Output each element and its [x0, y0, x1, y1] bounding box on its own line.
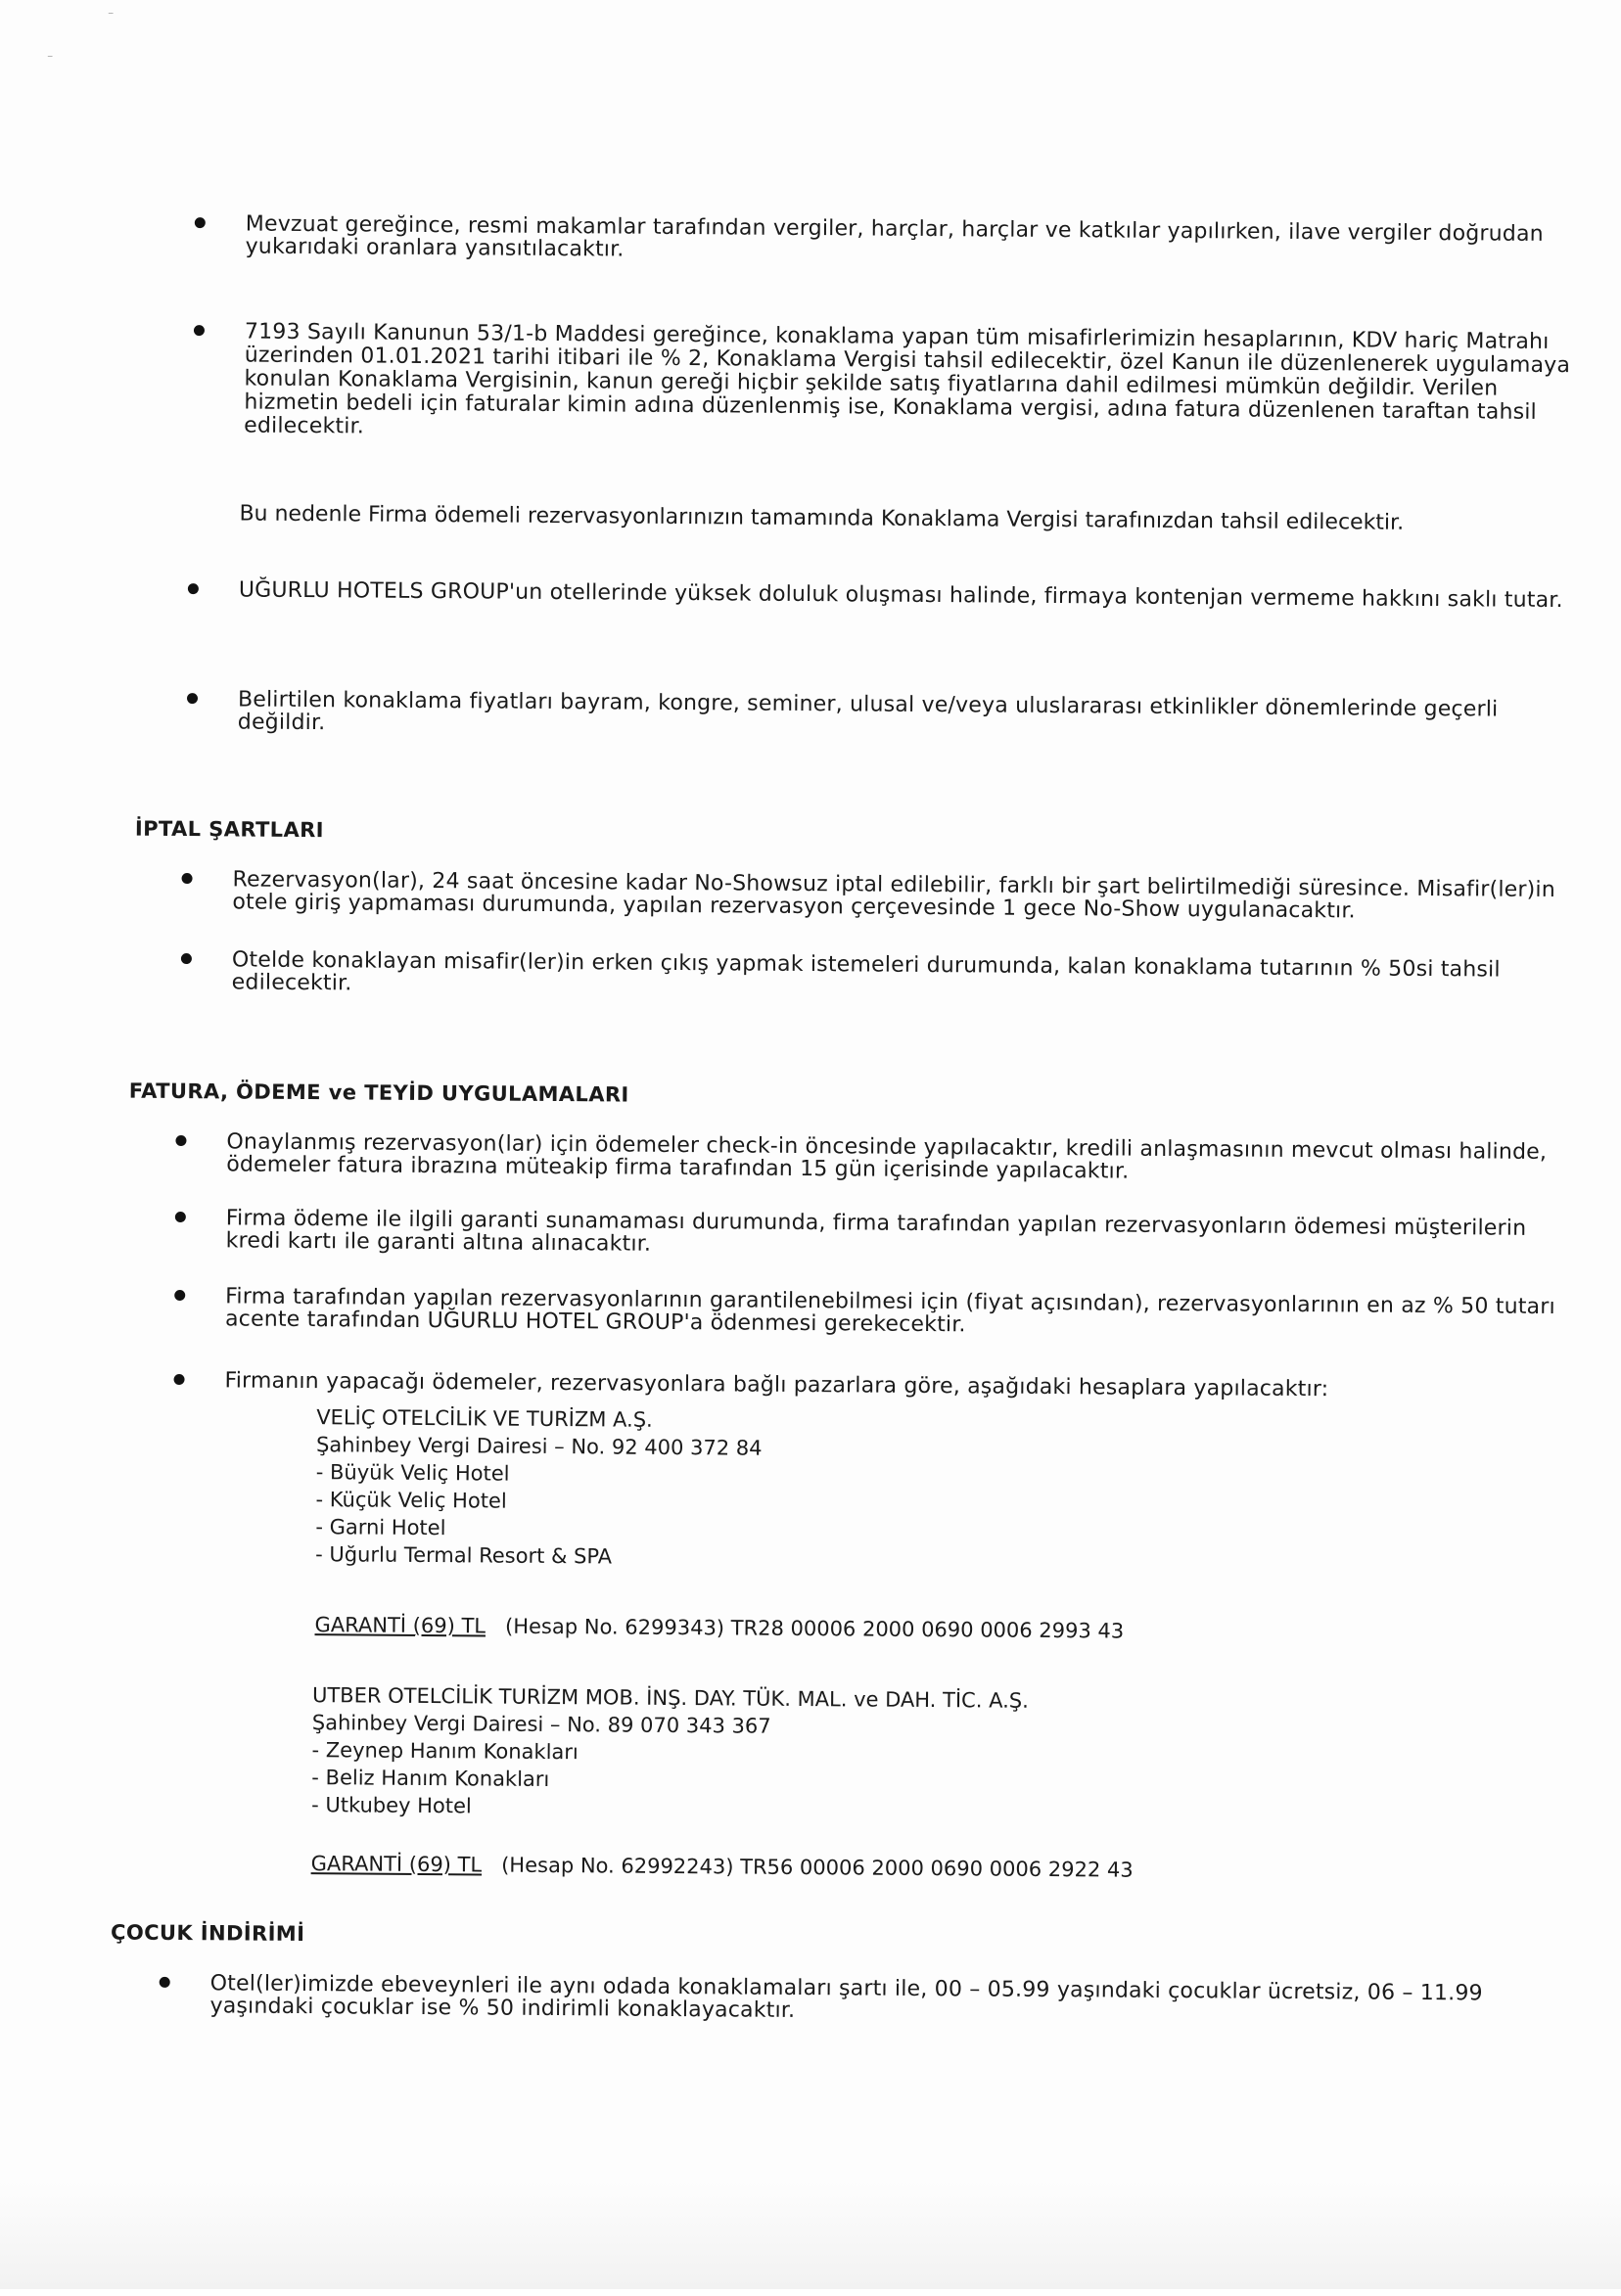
- scan-mark: ⁻: [108, 8, 115, 22]
- bullet-text: UĞURLU HOTELS GROUP'un otellerinde yüksek doluluk oluşması halinde, firmaya kontenjan vermeme hakkını saklı tutar.: [238, 577, 1563, 614]
- bullet-guarantee-credit-card: [226, 1207, 1577, 1263]
- company-line: UTBER OTELCİLİK TURİZM MOB. İNŞ. DAY. TÜK. MAL. ve DAH. TİC. A.Ş.: [311, 1683, 1029, 1713]
- account-number: (Hesap No. 6299343) TR28 00006 2000 0690 0006 2993 43: [504, 1614, 1125, 1643]
- bullet-icon: [181, 953, 192, 964]
- company-line: VELİÇ OTELCİLİK VE TURİZM A.Ş.: [316, 1405, 653, 1432]
- bullet-text: Mevzuat gereğince, resmi makamlar tarafından vergiler, harçlar, harçlar ve katkılar yapılırken, ilave vergiler doğrudan yukarıdaki oranlara yansıtılacaktır.: [245, 211, 1544, 262]
- scan-mark: ⁻: [47, 51, 54, 65]
- section-heading-invoice: FATURA, ÖDEME ve TEYİD UYGULAMALARI: [128, 1079, 629, 1107]
- company-line: Şahinbey Vergi Dairesi – No. 89 070 343 367: [311, 1711, 771, 1738]
- bank-account-velic: [314, 1613, 1124, 1642]
- bullet-tax-rates: [246, 213, 1577, 269]
- bullet-icon: [188, 583, 199, 594]
- bullet-text: Firmanın yapacağı ödemeler, rezervasyonlara bağlı pazarlara göre, aşağıdaki hesaplara yapılacaktır:: [224, 1368, 1329, 1402]
- section-heading-cancellation: İPTAL ŞARTLARI: [134, 816, 325, 843]
- bullet-text: Belirtilen konaklama fiyatları bayram, kongre, seminer, ulusal ve/veya uluslararası etkinlikler dönemlerinde geçerli değildir.: [237, 687, 1499, 736]
- bullet-accounts-intro: [224, 1369, 1575, 1402]
- company-line: - Utkubey Hotel: [311, 1793, 472, 1818]
- bullet-icon: [195, 217, 206, 228]
- bullet-icon: [160, 1977, 170, 1988]
- company-block-utber: [311, 1681, 1029, 1824]
- bullet-text: Firma tarafından yapılan rezervasyonlarının garantilenebilmesi için (fiyat açısından), rezervasyonlarının en az % 50 tutarı acente tarafından UĞURLU HOTEL GROUP'a ödenmesi gerekecektir.: [224, 1284, 1555, 1338]
- section-heading-child-discount: ÇOCUK İNDİRİMİ: [111, 1920, 305, 1947]
- bank-name: GARANTİ (69) TL: [310, 1852, 483, 1877]
- company-line: - Beliz Hanım Konakları: [311, 1766, 550, 1791]
- bullet-quota: [239, 578, 1570, 612]
- bullet-icon: [174, 1290, 185, 1301]
- bullet-child-discount: [209, 1972, 1570, 2028]
- company-line: - Garni Hotel: [315, 1515, 446, 1540]
- bullet-icon: [175, 1135, 186, 1146]
- bullet-text: Firma ödeme ile ilgili garanti sunamaması durumunda, firma tarafından yapılan rezervasyonların ödemesi müşterilerin kredi kartı ile garanti altına alınacaktır.: [225, 1206, 1527, 1257]
- bullet-icon: [187, 693, 198, 704]
- company-line: - Küçük Veliç Hotel: [315, 1488, 507, 1513]
- bank-account-utber: [311, 1852, 1134, 1882]
- company-line: Şahinbey Vergi Dairesi – No. 92 400 372 84: [315, 1433, 763, 1460]
- bullet-cancellation-noshow: [232, 868, 1573, 924]
- note-paragraph: Bu nedenle Firma ödemeli rezervasyonlarınızın tamamında Konaklama Vergisi tarafınızdan tahsil edilecektir.: [239, 501, 1405, 535]
- bullet-accommodation-tax: [244, 320, 1576, 448]
- bullet-icon: [194, 325, 205, 336]
- bullet-text: Otel(ler)imizde ebeveynleri ile aynı odada konaklamaları şartı ile, 00 – 05.99 yaşındaki çocuklar ücretsiz, 06 – 11.99 yaşındaki çocuklar ise % 50 indirimli konaklayacaktır.: [209, 1971, 1483, 2023]
- account-number: (Hesap No. 62992243) TR56 00006 2000 0690 0006 2922 43: [501, 1853, 1134, 1882]
- bullet-early-checkout: [232, 948, 1573, 1004]
- company-line: - Büyük Veliç Hotel: [315, 1460, 510, 1486]
- company-block-velic: [315, 1403, 763, 1572]
- bullet-icon: [174, 1374, 185, 1385]
- bullet-deposit: [225, 1285, 1576, 1341]
- bullet-holidays: [238, 688, 1569, 744]
- bullet-text: Rezervasyon(lar), 24 saat öncesine kadar No-Showsuz iptal edilebilir, farklı bir şart belirtilmediği süresince. Misafir(ler)in otele giriş yapmaması durumunda, yapılan rezervasyon çerçevesinde 1 gece No-Show uygulanacaktır.: [232, 867, 1556, 924]
- bullet-icon: [175, 1212, 186, 1222]
- bullet-payment-timing: [226, 1130, 1577, 1186]
- bullet-text: 7193 Sayılı Kanunun 53/1-b Maddesi gereğince, konaklama yapan tüm misafirlerimizin hesaplarının, KDV hariç Matrahı üzerinden 01.01.2021 tarihi itibari ile % 2, Konaklama Vergisi tahsil edilecektir, özel Kanun ile düzenlenerek uygulamaya konulan Konaklama Vergisinin, kanun gereği hiçbir şekilde satış fiyatlarına dahil edilmesi mümkün değildir. Verilen hizmetin bedeli için faturalar kimin adına düzenlenmiş ise, Konaklama vergisi, adına fatura düzenlenen taraftan tahsil edilecektir.: [244, 319, 1571, 439]
- company-line: - Zeynep Hanım Konakları: [311, 1738, 579, 1765]
- bank-name: GARANTİ (69) TL: [314, 1613, 486, 1638]
- bullet-text: Onaylanmış rezervasyon(lar) için ödemeler check-in öncesinde yapılacaktır, kredili anlaşmasının mevcut olması halinde, ödemeler fatura ibrazına müteakip firma tarafından 15 gün içerisinde yapılacaktır.: [226, 1129, 1548, 1184]
- bullet-icon: [182, 873, 193, 884]
- bullet-text: Otelde konaklayan misafir(ler)in erken çıkış yapmak istemeleri durumunda, kalan konaklama tutarının % 50si tahsil edilecektir.: [231, 947, 1501, 996]
- company-line: - Uğurlu Termal Resort & SPA: [315, 1542, 613, 1569]
